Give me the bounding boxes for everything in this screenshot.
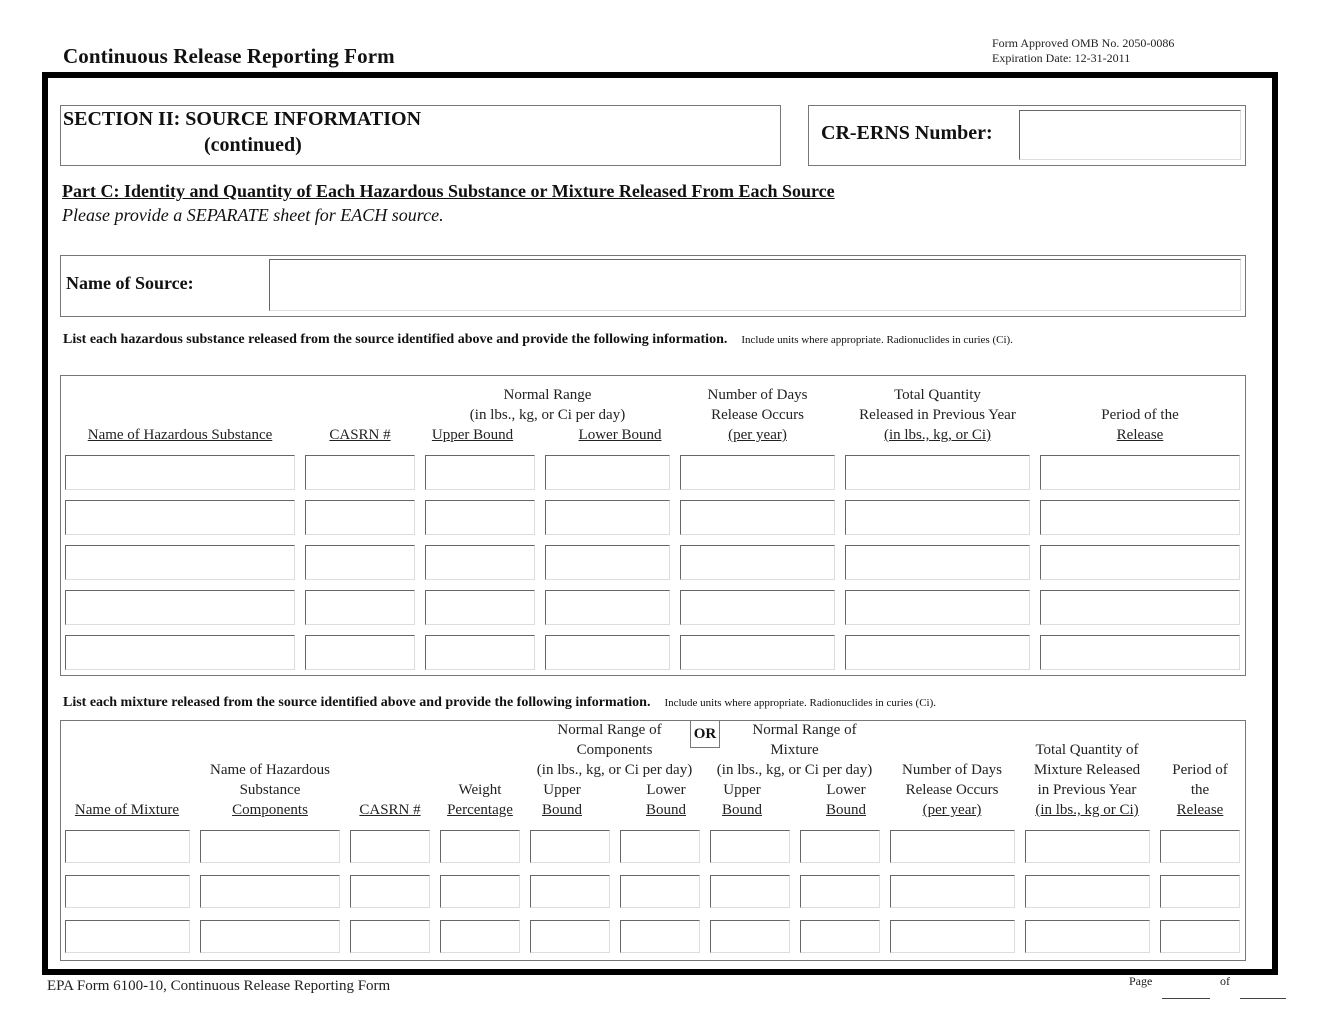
page-number-line[interactable] bbox=[1162, 998, 1210, 999]
mixture-range-line2: Mixture bbox=[770, 742, 819, 758]
days-line3: (per year) bbox=[728, 427, 787, 443]
components-range-line2: Components bbox=[576, 742, 653, 758]
substance-row-2-upper-bound-input[interactable] bbox=[425, 500, 535, 535]
mixture-row-2-weight-percentage-input[interactable] bbox=[440, 875, 520, 908]
crerns-label: CR-ERNS Number: bbox=[821, 122, 993, 144]
mixture-row-1-mixture-name-input[interactable] bbox=[65, 830, 190, 863]
substance-row-1-days-per-year-input[interactable] bbox=[680, 455, 835, 490]
components-range-line3: (in lbs., kg, or Ci per day) bbox=[536, 762, 693, 778]
substance-row-5-days-per-year-input[interactable] bbox=[680, 635, 835, 670]
col-header-comp-upper bbox=[527, 780, 597, 820]
mixture-row-2-comp-upper-bound-input[interactable] bbox=[530, 875, 610, 908]
substance-row-4-days-per-year-input[interactable] bbox=[680, 590, 835, 625]
period-line1: Period of the bbox=[1101, 407, 1179, 423]
substance-row-1-lower-bound-input[interactable] bbox=[545, 455, 670, 490]
substance-row-3-days-per-year-input[interactable] bbox=[680, 545, 835, 580]
col-header-casrn: CASRN # bbox=[329, 427, 391, 443]
mixture-instruction bbox=[63, 695, 936, 711]
mixture-row-2-total-quantity-input[interactable] bbox=[1025, 875, 1150, 908]
crerns-number-input[interactable] bbox=[1019, 110, 1241, 160]
substance-row-4-total-quantity-input[interactable] bbox=[845, 590, 1030, 625]
mix-days-line2: Release Occurs bbox=[905, 782, 999, 798]
normal-range-title: Normal Range bbox=[503, 387, 592, 403]
substance-row-3-substance-name-input[interactable] bbox=[65, 545, 295, 580]
total-line2: Released in Previous Year bbox=[859, 407, 1016, 423]
mixture-row-1-casrn-input[interactable] bbox=[350, 830, 430, 863]
source-label: Name of Source: bbox=[66, 273, 194, 293]
mixture-range-group-header bbox=[707, 720, 882, 780]
substance-row-3-casrn-input[interactable] bbox=[305, 545, 415, 580]
substance-row-2-casrn-input[interactable] bbox=[305, 500, 415, 535]
mixture-row-3-period-input[interactable] bbox=[1160, 920, 1240, 953]
section-continued: (continued) bbox=[204, 134, 302, 156]
mixture-range-line1: Normal Range of bbox=[752, 722, 857, 738]
mix-upper-line2: Bound bbox=[721, 802, 762, 818]
components-line1: Name of Hazardous bbox=[210, 762, 330, 778]
mix-days-line1: Number of Days bbox=[902, 762, 1002, 778]
total-line3: (in lbs., kg, or Ci) bbox=[883, 427, 992, 443]
mix-period-line3: Release bbox=[1176, 802, 1224, 818]
col-header-mixture-casrn: CASRN # bbox=[359, 802, 421, 818]
col-header-mix-total bbox=[1022, 740, 1152, 820]
mix-total-line3: in Previous Year bbox=[1037, 782, 1137, 798]
substance-row-3-upper-bound-input[interactable] bbox=[425, 545, 535, 580]
mixture-row-2-period-input[interactable] bbox=[1160, 875, 1240, 908]
col-header-weight bbox=[438, 780, 522, 820]
mixture-row-2-mix-lower-bound-input[interactable] bbox=[800, 875, 880, 908]
substance-row-2-substance-name-input[interactable] bbox=[65, 500, 295, 535]
substance-row-5-lower-bound-input[interactable] bbox=[545, 635, 670, 670]
col-header-days bbox=[680, 385, 835, 445]
mixture-row-1-comp-lower-bound-input[interactable] bbox=[620, 830, 700, 863]
mixture-row-3-casrn-input[interactable] bbox=[350, 920, 430, 953]
mixture-row-2-comp-lower-bound-input[interactable] bbox=[620, 875, 700, 908]
substance-row-4-substance-name-input[interactable] bbox=[65, 590, 295, 625]
mix-total-line2: Mixture Released bbox=[1033, 762, 1141, 778]
col-header-mix-upper bbox=[707, 780, 777, 820]
mixture-row-1-mix-upper-bound-input[interactable] bbox=[710, 830, 790, 863]
period-line2: Release bbox=[1116, 427, 1164, 443]
section-heading: SECTION II: SOURCE INFORMATION bbox=[63, 108, 422, 130]
page-total-line[interactable] bbox=[1240, 998, 1286, 999]
mixture-row-3-days-per-year-input[interactable] bbox=[890, 920, 1015, 953]
mixture-row-1-mix-lower-bound-input[interactable] bbox=[800, 830, 880, 863]
mix-lower-line2: Bound bbox=[825, 802, 866, 818]
substance-row-4-lower-bound-input[interactable] bbox=[545, 590, 670, 625]
mix-days-line3: (per year) bbox=[922, 802, 982, 818]
substance-row-1-casrn-input[interactable] bbox=[305, 455, 415, 490]
col-header-period bbox=[1040, 405, 1240, 445]
col-header-mix-period bbox=[1158, 760, 1242, 820]
substance-note: Include units where appropriate. Radionuclides in curies (Ci). bbox=[741, 334, 1013, 346]
substance-instruction-text: List each hazardous substance released from the source identified above and provide the following information. bbox=[63, 332, 728, 347]
substance-row-3-period-input[interactable] bbox=[1040, 545, 1240, 580]
mix-total-line1: Total Quantity of bbox=[1035, 742, 1139, 758]
col-header-components bbox=[198, 760, 342, 820]
mixture-note: Include units where appropriate. Radionuclides in curies (Ci). bbox=[664, 697, 937, 709]
substance-row-5-substance-name-input[interactable] bbox=[65, 635, 295, 670]
substance-row-3-total-quantity-input[interactable] bbox=[845, 545, 1030, 580]
mixture-row-3-weight-percentage-input[interactable] bbox=[440, 920, 520, 953]
mixture-row-3-total-quantity-input[interactable] bbox=[1025, 920, 1150, 953]
mixture-row-3-comp-upper-bound-input[interactable] bbox=[530, 920, 610, 953]
comp-upper-line2: Bound bbox=[541, 802, 582, 818]
normal-range-units: (in lbs., kg, or Ci per day) bbox=[469, 407, 626, 423]
days-line2: Release Occurs bbox=[711, 407, 804, 423]
days-line1: Number of Days bbox=[707, 387, 808, 403]
mix-lower-line1: Lower bbox=[826, 782, 866, 798]
mixture-range-line3: (in lbs., kg, or Ci per day) bbox=[716, 762, 873, 778]
mix-upper-line1: Upper bbox=[723, 782, 761, 798]
or-label: OR bbox=[690, 720, 720, 748]
mixture-row-1-total-quantity-input[interactable] bbox=[1025, 830, 1150, 863]
col-header-mix-lower bbox=[810, 780, 882, 820]
substance-row-2-days-per-year-input[interactable] bbox=[680, 500, 835, 535]
mixture-row-2-mixture-name-input[interactable] bbox=[65, 875, 190, 908]
mixture-row-3-comp-lower-bound-input[interactable] bbox=[620, 920, 700, 953]
substance-row-3-lower-bound-input[interactable] bbox=[545, 545, 670, 580]
mixture-row-2-components-input[interactable] bbox=[200, 875, 340, 908]
components-range-line1: Normal Range of bbox=[557, 722, 662, 738]
mixture-row-1-comp-upper-bound-input[interactable] bbox=[530, 830, 610, 863]
substance-row-5-total-quantity-input[interactable] bbox=[845, 635, 1030, 670]
mixture-row-2-casrn-input[interactable] bbox=[350, 875, 430, 908]
of-label: of bbox=[1220, 974, 1230, 988]
col-header-lower-bound: Lower Bound bbox=[578, 427, 662, 443]
part-c-subtitle: Please provide a SEPARATE sheet for EACH source. bbox=[62, 205, 444, 225]
comp-lower-line1: Lower bbox=[646, 782, 686, 798]
weight-line1: Weight bbox=[458, 782, 502, 798]
comp-upper-line1: Upper bbox=[543, 782, 581, 798]
omb-number: Form Approved OMB No. 2050-0086 bbox=[992, 36, 1175, 50]
omb-info bbox=[992, 36, 1174, 66]
substance-row-5-casrn-input[interactable] bbox=[305, 635, 415, 670]
col-header-mixture-name: Name of Mixture bbox=[74, 802, 180, 818]
substance-instruction bbox=[63, 332, 1013, 348]
mixture-row-1-components-input[interactable] bbox=[200, 830, 340, 863]
mix-period-line1: Period of bbox=[1172, 762, 1228, 778]
col-header-mix-days bbox=[888, 760, 1016, 820]
mixture-row-1-weight-percentage-input[interactable] bbox=[440, 830, 520, 863]
components-line3: Components bbox=[232, 802, 308, 818]
mixture-row-2-days-per-year-input[interactable] bbox=[890, 875, 1015, 908]
substance-row-2-period-input[interactable] bbox=[1040, 500, 1240, 535]
mixture-row-1-days-per-year-input[interactable] bbox=[890, 830, 1015, 863]
substance-row-1-substance-name-input[interactable] bbox=[65, 455, 295, 490]
substance-row-1-upper-bound-input[interactable] bbox=[425, 455, 535, 490]
footer-form-name: EPA Form 6100-10, Continuous Release Reporting Form bbox=[47, 978, 391, 994]
normal-range-group-header bbox=[425, 385, 670, 425]
mixture-row-3-components-input[interactable] bbox=[200, 920, 340, 953]
mix-total-line4: (in lbs., kg or Ci) bbox=[1035, 802, 1139, 818]
mix-period-line2: the bbox=[1190, 782, 1210, 798]
col-header-substance-name: Name of Hazardous Substance bbox=[87, 427, 273, 443]
components-line2: Substance bbox=[239, 782, 301, 798]
part-c-title: Part C: Identity and Quantity of Each Hazardous Substance or Mixture Released From Each Source bbox=[62, 181, 835, 201]
substance-row-1-total-quantity-input[interactable] bbox=[845, 455, 1030, 490]
substance-row-2-lower-bound-input[interactable] bbox=[545, 500, 670, 535]
substance-row-5-period-input[interactable] bbox=[1040, 635, 1240, 670]
expiration-date: Expiration Date: 12-31-2011 bbox=[992, 51, 1131, 65]
substance-row-4-casrn-input[interactable] bbox=[305, 590, 415, 625]
col-header-upper-bound: Upper Bound bbox=[431, 427, 514, 443]
col-header-total-quantity bbox=[845, 385, 1030, 445]
source-name-input[interactable] bbox=[269, 259, 1241, 311]
section-title bbox=[63, 106, 421, 158]
mixture-instruction-text: List each mixture released from the source identified above and provide the following information. bbox=[63, 695, 651, 710]
total-line1: Total Quantity bbox=[894, 387, 981, 403]
components-range-group-header bbox=[527, 720, 702, 780]
substance-row-4-upper-bound-input[interactable] bbox=[425, 590, 535, 625]
mixture-row-3-mix-lower-bound-input[interactable] bbox=[800, 920, 880, 953]
form-title: Continuous Release Reporting Form bbox=[63, 44, 395, 68]
mixture-row-3-mixture-name-input[interactable] bbox=[65, 920, 190, 953]
substance-row-2-total-quantity-input[interactable] bbox=[845, 500, 1030, 535]
comp-lower-line2: Bound bbox=[645, 802, 686, 818]
page-label: Page bbox=[1129, 974, 1153, 988]
weight-line2: Percentage bbox=[447, 802, 513, 818]
substance-row-5-upper-bound-input[interactable] bbox=[425, 635, 535, 670]
mixture-row-3-mix-upper-bound-input[interactable] bbox=[710, 920, 790, 953]
mixture-row-1-period-input[interactable] bbox=[1160, 830, 1240, 863]
mixture-row-2-mix-upper-bound-input[interactable] bbox=[710, 875, 790, 908]
substance-row-4-period-input[interactable] bbox=[1040, 590, 1240, 625]
substance-row-1-period-input[interactable] bbox=[1040, 455, 1240, 490]
col-header-comp-lower bbox=[630, 780, 702, 820]
